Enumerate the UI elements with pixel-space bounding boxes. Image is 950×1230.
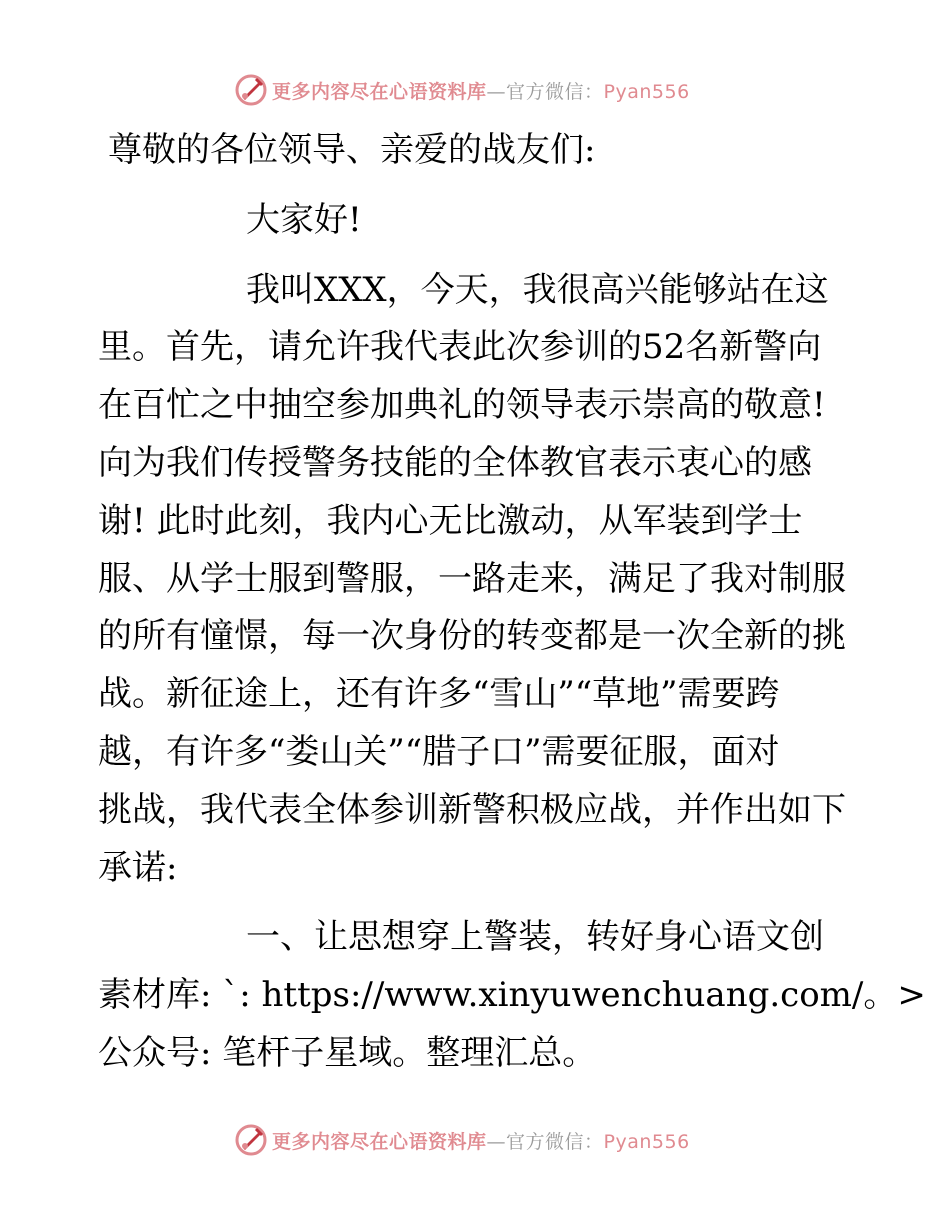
footer-watermark bbox=[234, 1122, 690, 1158]
watermark-title: 更多内容尽在心语资料库 bbox=[272, 1130, 487, 1153]
paragraph-line: 战。新征途上，还有许多“雪山”“草地”需要跨 bbox=[98, 674, 780, 715]
watermark-dash: — bbox=[486, 80, 507, 103]
document-body bbox=[98, 122, 926, 1083]
watermark-label: 官方微信： bbox=[506, 1130, 604, 1153]
paragraph-line: 谢! 此时此刻，我内心无比激动，从军装到学士 bbox=[98, 500, 803, 541]
paragraph-line: 在百忙之中抽空参加典礼的领导表示崇高的敬意! bbox=[98, 385, 826, 426]
paragraph-line: 越，有许多“娄山关”“腊子口”需要征服，面对 bbox=[98, 731, 780, 772]
paragraph-line: 向为我们传授警务技能的全体教官表示衷心的感 bbox=[98, 442, 812, 483]
greeting: 大家好! bbox=[246, 199, 362, 240]
paragraph-line: 素材库: `: https://www.xinyuwenchuang.com/。> bbox=[98, 975, 926, 1016]
watermark-id: Pyan556 bbox=[603, 1130, 690, 1153]
watermark-label: 官方微信： bbox=[506, 80, 604, 103]
paragraph-line: 承诺: bbox=[98, 847, 178, 888]
header-watermark bbox=[234, 72, 690, 108]
paragraph-line: 里。首先，请允许我代表此次参训的52名新警向 bbox=[98, 327, 822, 368]
paragraph-line: 服、从学士服到警服，一路走来，满足了我对制服 bbox=[98, 558, 846, 599]
watermark-id: Pyan556 bbox=[603, 80, 690, 103]
paragraph-line: 公众号: 笔杆子星域。整理汇总。 bbox=[98, 1032, 597, 1073]
paragraph-line: 的所有憧憬，每一次身份的转变都是一次全新的挑 bbox=[98, 616, 846, 657]
watermark-dash: — bbox=[486, 1130, 507, 1153]
quill-logo-icon bbox=[234, 73, 268, 107]
paragraph-line: 我叫XXX，今天，我很高兴能够站在这 bbox=[246, 269, 829, 310]
watermark-title: 更多内容尽在心语资料库 bbox=[272, 80, 487, 103]
paragraph-line: 一、让思想穿上警装，转好身心语文创 bbox=[246, 917, 824, 958]
salutation: 尊敬的各位领导、亲爱的战友们: bbox=[108, 130, 596, 170]
quill-logo-icon bbox=[234, 1123, 268, 1157]
paragraph-line: 挑战，我代表全体参训新警积极应战，并作出如下 bbox=[98, 789, 846, 830]
